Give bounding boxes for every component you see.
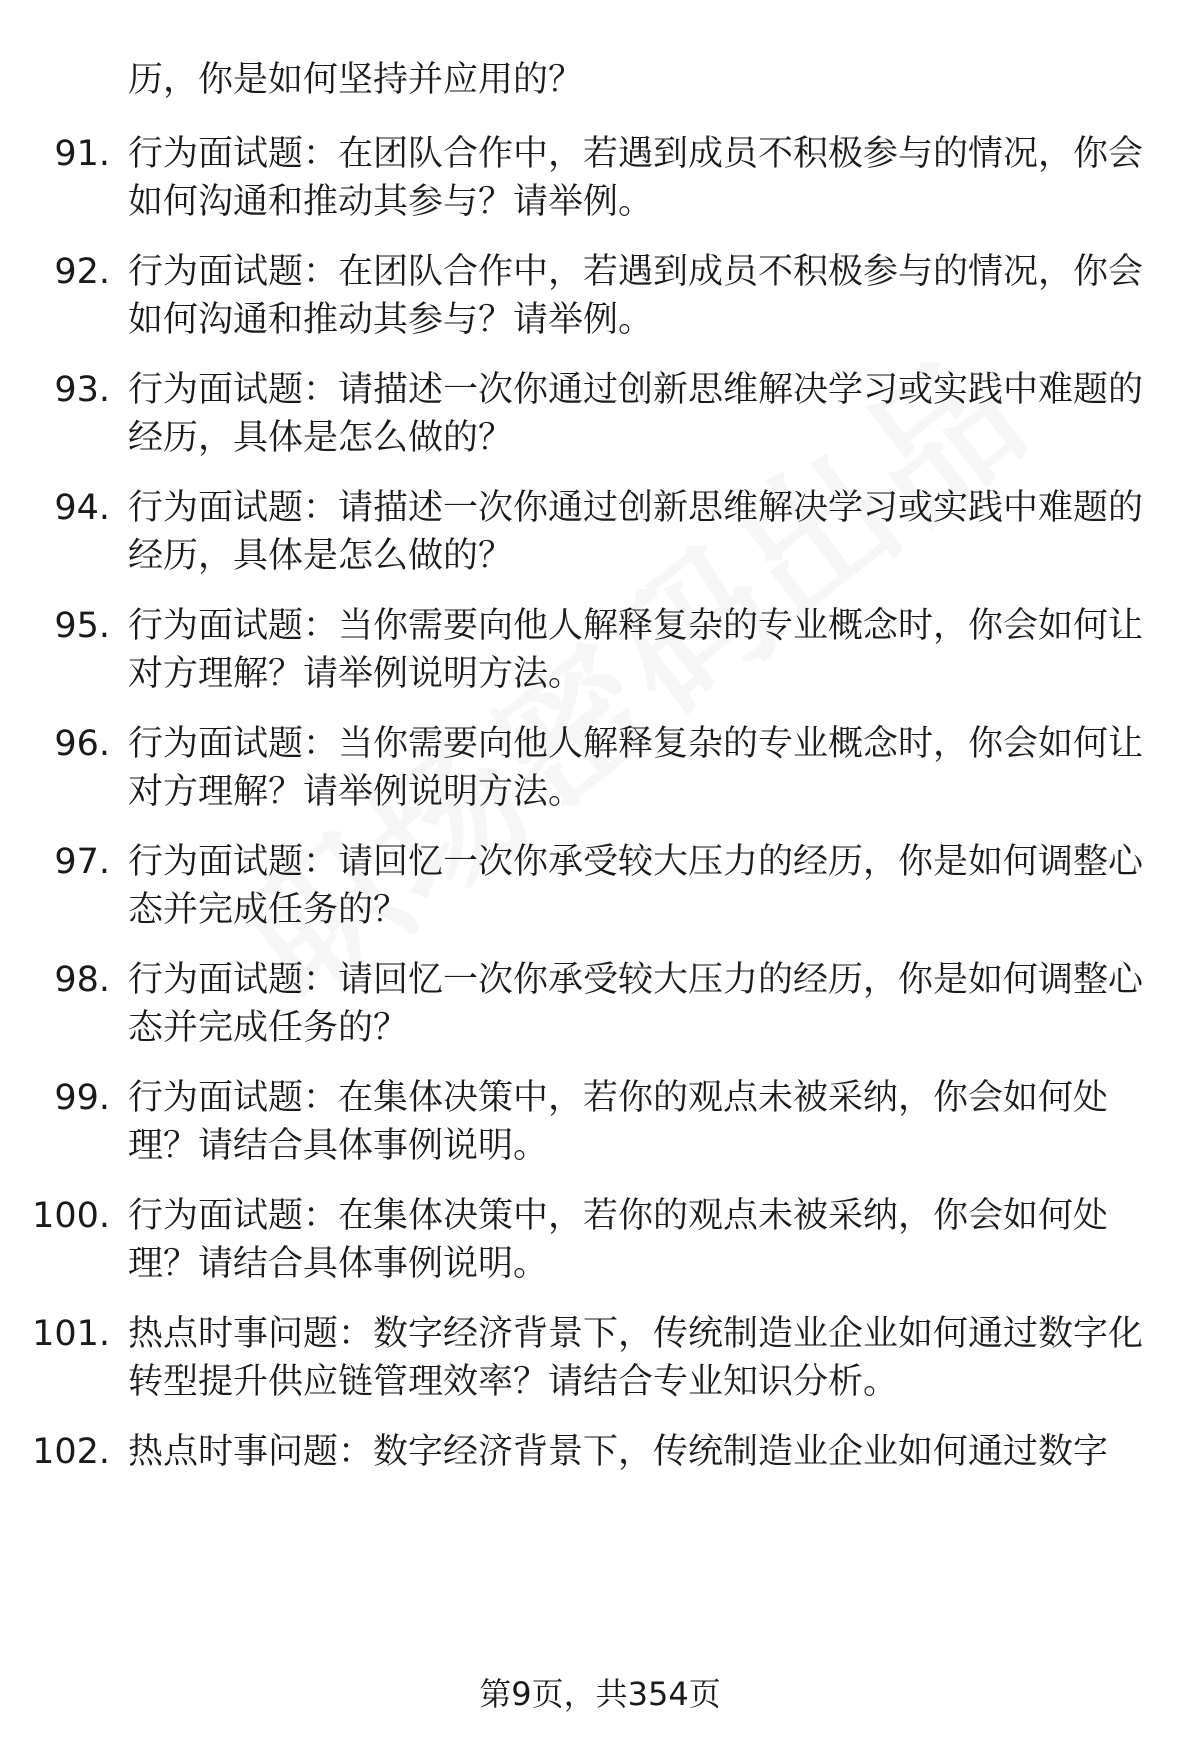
question-number: 97.: [54, 842, 110, 882]
list-item: [0, 1310, 1200, 1406]
question-text: 行为面试题：请描述一次你通过创新思维解决学习或实践中难题的经历，具体是怎么做的？: [128, 488, 1144, 576]
list-item: [0, 838, 1200, 934]
list-item: [0, 1192, 1200, 1288]
question-number: 91.: [54, 134, 110, 174]
list-item: [0, 720, 1200, 816]
question-text: 行为面试题：请回忆一次你承受较大压力的经历，你是如何调整心态并完成任务的？: [128, 960, 1144, 1048]
question-text: 行为面试题：在集体决策中，若你的观点未被采纳，你会如何处理？请结合具体事例说明。: [128, 1078, 1109, 1166]
question-text: 热点时事问题：数字经济背景下，传统制造业企业如何通过数字化转型提升供应链管理效率？请结合专业知识分析。: [128, 1314, 1144, 1402]
question-number: 102.: [32, 1432, 110, 1472]
question-text: 行为面试题：在团队合作中，若遇到成员不积极参与的情况，你会如何沟通和推动其参与？请举例。: [128, 252, 1144, 340]
question-text: 行为面试题：在集体决策中，若你的观点未被采纳，你会如何处理？请结合具体事例说明。: [128, 1196, 1109, 1284]
question-number: 99.: [54, 1078, 110, 1118]
list-item: [0, 366, 1200, 462]
list-item: [0, 248, 1200, 344]
question-number: 95.: [54, 606, 110, 646]
question-text: 行为面试题：请回忆一次你承受较大压力的经历，你是如何调整心态并完成任务的？: [128, 842, 1144, 930]
list-item: [0, 602, 1200, 698]
question-text: 行为面试题：当你需要向他人解释复杂的专业概念时，你会如何让对方理解？请举例说明方法。: [128, 606, 1144, 694]
page-footer: 第9页，共354页: [479, 1675, 721, 1713]
list-item: [0, 1428, 1200, 1476]
question-text: 行为面试题：请描述一次你通过创新思维解决学习或实践中难题的经历，具体是怎么做的？: [128, 370, 1144, 458]
question-text: 热点时事问题：数字经济背景下，传统制造业企业如何通过数字: [128, 1432, 1109, 1472]
question-number: 98.: [54, 960, 110, 1000]
list-item: [0, 484, 1200, 580]
list-item: [0, 956, 1200, 1052]
question-number: 93.: [54, 370, 110, 410]
list-item: [0, 130, 1200, 226]
continuation-text: 历，你是如何坚持并应用的？: [128, 60, 584, 100]
question-text: 行为面试题：当你需要向他人解释复杂的专业概念时，你会如何让对方理解？请举例说明方法。: [128, 724, 1144, 812]
question-number: 92.: [54, 252, 110, 292]
question-number: 94.: [54, 488, 110, 528]
question-number: 96.: [54, 724, 110, 764]
question-number: 101.: [32, 1314, 110, 1354]
question-text: 行为面试题：在团队合作中，若遇到成员不积极参与的情况，你会如何沟通和推动其参与？请举例。: [128, 134, 1144, 222]
question-number: 100.: [32, 1196, 110, 1236]
list-item: [0, 1074, 1200, 1170]
